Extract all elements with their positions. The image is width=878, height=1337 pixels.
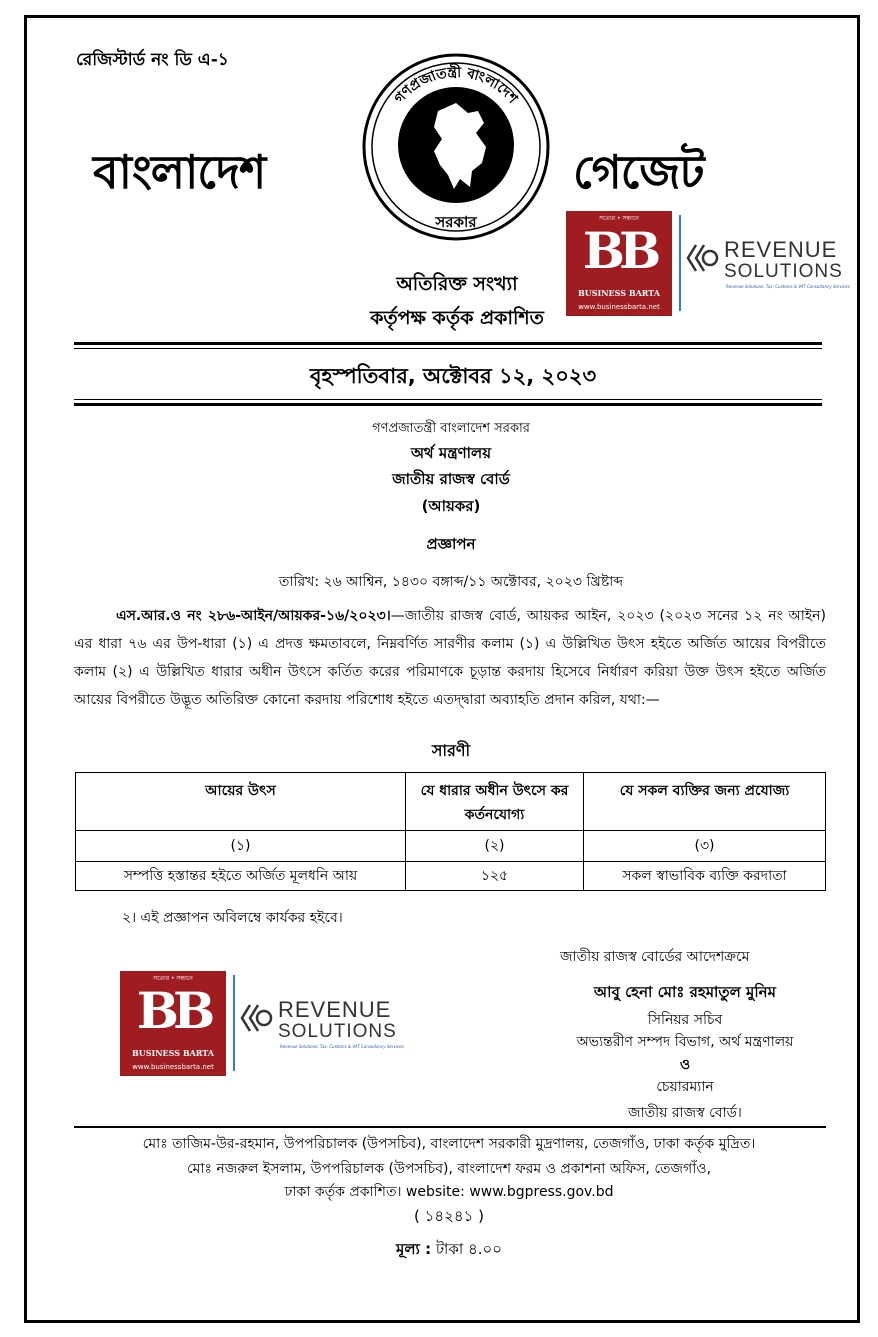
notification-date: তারিখ: ২৬ আশ্বিন, ১৪৩০ বঙ্গাব্দ/১১ অক্টোবর, ২০২৩ খ্রিষ্টাব্দ bbox=[278, 574, 624, 590]
bb-letters: BB bbox=[582, 221, 656, 280]
bb-url: www.businessbarta.net bbox=[132, 1063, 214, 1071]
watermark-logo-top bbox=[566, 211, 848, 316]
issue-date: বৃহস্পতিবার, অক্টোবর ১২, ২০২৩ bbox=[309, 364, 597, 388]
signatory-office: জাতীয় রাজস্ব বোর্ড। bbox=[628, 1105, 742, 1121]
notification-body bbox=[74, 602, 826, 714]
registration-number: রেজিস্টার্ড নং ডি এ-১ bbox=[76, 50, 229, 70]
published-by-line-2: ঢাকা কর্তৃক প্রকাশিত। website: www.bgpress.gov.bd bbox=[284, 1184, 614, 1200]
logo-divider bbox=[679, 215, 681, 311]
table-header-row bbox=[76, 773, 826, 831]
business-barta-logo bbox=[566, 211, 672, 316]
revenue-text: REVENUE bbox=[724, 237, 838, 262]
seal-text-bottom: সরকার bbox=[435, 213, 477, 231]
watermark-logo-bottom bbox=[120, 971, 402, 1076]
seal-text-top: গণপ্রজাতন্ত্রী বাংলাদেশ bbox=[391, 64, 521, 107]
ministry-name: অর্থ মন্ত্রণালয় bbox=[410, 444, 492, 462]
revenue-tagline: Revenue Solutions: Tax, Customs & VAT Consultancy Services bbox=[726, 284, 850, 289]
table-cell: সম্পত্তি হস্তান্তর হইতে অর্জিত মূলধনি আয় bbox=[76, 862, 406, 891]
notification-text: —জাতীয় রাজস্ব বোর্ড, আয়কর আইন, ২০২৩ (২০২৩ সনের ১২ নং আইন) এর ধারা ৭৬ এর উপ-ধারা (১) এ প্রদত্ত ক্ষমতাবলে, নিম্নবর্ণিত সারণীর কলাম (১) এ উল্লিখিত উৎস হইতে অর্জিত আয়ের বিপরীতে কলাম (২) এ উল্লিখিত ধারার অধীন উৎসে কর্তিত করের পরিমাণকে চূড়ান্ত করদায় হিসেবে নির্ধারণ করিয়া উক্ত উৎস হইতে অর্জিত আয়ের বিপরীতে উদ্ভূত অতিরিক্ত কোনো করদায় পরিশোধ হইতে এতদ্দ্বারা অব্যাহতি প্রদান করিল, যথা:— bbox=[74, 608, 826, 708]
signatory-chairman: চেয়ারম্যান bbox=[656, 1079, 714, 1095]
table-title: সারণী bbox=[431, 741, 471, 760]
revenue-text: REVENUE bbox=[278, 997, 392, 1022]
table-header-cell: যে ধারার অধীন উৎসে কর কর্তনযোগ্য bbox=[406, 773, 584, 831]
printed-by: মোঃ তাজিম-উর-রহমান, উপপরিচালক (উপসচিব), বাংলাদেশ সরকারী মুদ্রণালয়, তেজগাঁও, ঢাকা কর্তৃক মুদ্রিত। bbox=[142, 1136, 756, 1152]
revenue-tagline: Revenue Solutions: Tax, Customs & VAT Consultancy Services bbox=[280, 1044, 404, 1049]
table-cell: সকল স্বাভাবিক ব্যক্তি করদাতা bbox=[584, 862, 826, 891]
signatory-designation: সিনিয়র সচিব bbox=[647, 1012, 723, 1028]
bb-tagline: সত্যের • সন্ধানে bbox=[153, 975, 193, 982]
header-rule bbox=[74, 342, 822, 345]
notification-heading: প্রজ্ঞাপন bbox=[426, 535, 476, 553]
revenue-solutions-icon bbox=[238, 999, 276, 1037]
gazette-title-left: বাংলাদেশ bbox=[93, 145, 266, 199]
price-label: মূল্য : bbox=[396, 1240, 432, 1258]
solutions-text: SOLUTIONS bbox=[724, 261, 843, 282]
order-line: জাতীয় রাজস্ব বোর্ডের আদেশক্রমে bbox=[560, 949, 750, 965]
exemption-table bbox=[75, 772, 826, 891]
logo-divider bbox=[233, 975, 235, 1071]
gazette-title-right: গেজেট bbox=[573, 145, 704, 199]
signatory-and: ও bbox=[679, 1057, 691, 1073]
column-number: (২) bbox=[406, 831, 584, 862]
table-row bbox=[76, 862, 826, 891]
signatory-name: আবু হেনা মোঃ রহমাতুল মুনিম bbox=[594, 983, 776, 1001]
published-by-label: কর্তৃপক্ষ কর্তৃক প্রকাশিত bbox=[370, 307, 544, 329]
table-column-number-row bbox=[76, 831, 826, 862]
date-rule bbox=[74, 403, 822, 406]
bb-url: www.businessbarta.net bbox=[578, 303, 660, 311]
government-seal bbox=[360, 51, 552, 243]
price-value: টাকা ৪.০০ bbox=[431, 1240, 502, 1258]
published-by-line-1: মোঃ নজরুল ইসলাম, উপপরিচালক (উপসচিব), বাংলাদেশ ফরম ও প্রকাশনা অফিস, তেজগাঁও, bbox=[186, 1161, 712, 1177]
solutions-text: SOLUTIONS bbox=[278, 1021, 397, 1042]
extra-issue-label: অতিরিক্ত সংখ্যা bbox=[396, 273, 518, 295]
revenue-solutions-icon bbox=[684, 239, 722, 277]
bb-letters: BB bbox=[136, 981, 210, 1040]
effect-clause: ২। এই প্রজ্ঞাপন অবিলম্বে কার্যকর হইবে। bbox=[122, 910, 343, 926]
division-name: (আয়কর) bbox=[421, 497, 481, 515]
signatory-department: অভ্যন্তরীণ সম্পদ বিভাগ, অর্থ মন্ত্রণালয় bbox=[576, 1034, 794, 1050]
bb-tagline: সত্যের • সন্ধানে bbox=[599, 215, 639, 222]
bb-name: BUSINESS BARTA bbox=[131, 1048, 215, 1058]
date-rule-thin bbox=[74, 399, 822, 400]
column-number: (১) bbox=[76, 831, 406, 862]
sro-number: এস.আর.ও নং ২৮৬-আইন/আয়কর-১৬/২০২৩। bbox=[116, 608, 391, 624]
table-cell: ১২৫ bbox=[406, 862, 584, 891]
board-name: জাতীয় রাজস্ব বোর্ড bbox=[392, 470, 510, 488]
table-header-cell: যে সকল ব্যক্তির জন্য প্রযোজ্য bbox=[584, 773, 826, 831]
column-number: (৩) bbox=[584, 831, 826, 862]
table-header-cell: আয়ের উৎস bbox=[76, 773, 406, 831]
bb-name: BUSINESS BARTA bbox=[577, 288, 661, 298]
header-rule-thin bbox=[74, 348, 822, 349]
price bbox=[0, 1238, 878, 1263]
government-name: গণপ্রজাতন্ত্রী বাংলাদেশ সরকার bbox=[372, 421, 530, 436]
footer-rule bbox=[74, 1126, 826, 1128]
serial-number: ( ১৪২৪১ ) bbox=[414, 1207, 484, 1225]
business-barta-logo bbox=[120, 971, 226, 1076]
